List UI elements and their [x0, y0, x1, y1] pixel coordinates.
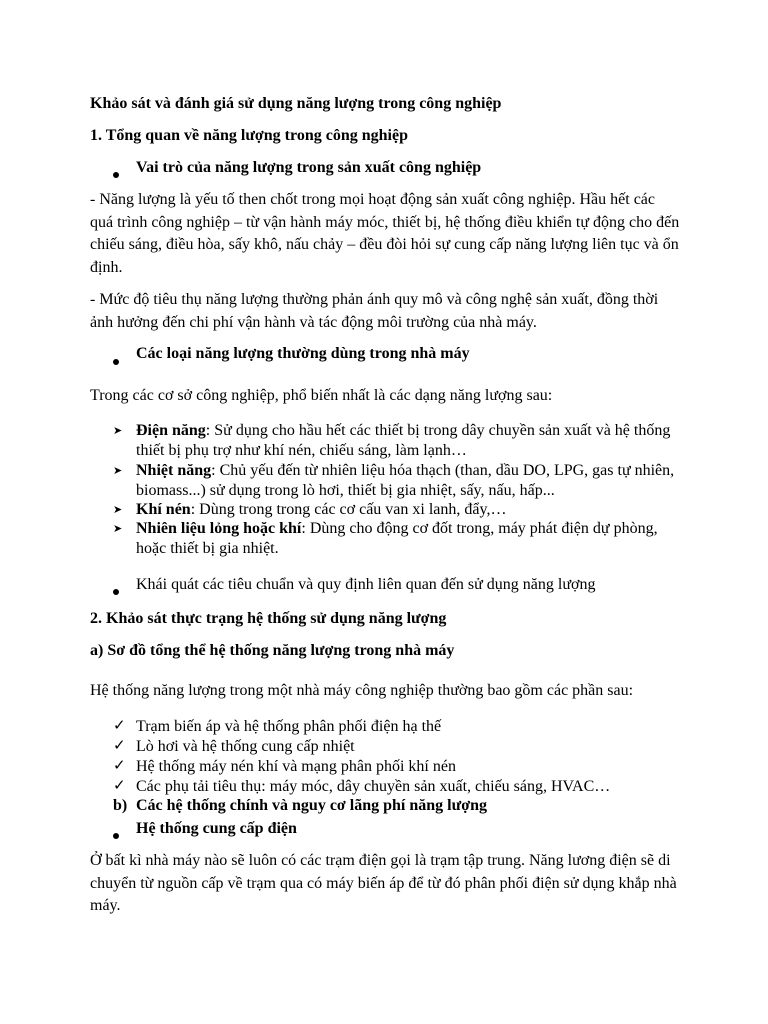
checkmark-icon: ✓: [113, 718, 126, 734]
heading-section-2: 2. Khảo sát thực trạng hệ thống sử dụng năng lượng: [90, 610, 447, 627]
term-desc: : Sử dụng cho hầu hết các thiết bị trong dây chuyền sản xuất và hệ thống thiết bị phụ trợ như khí nén, chiếu sáng, làm lạnh…: [136, 422, 671, 459]
checkmark-icon: ✓: [113, 778, 126, 794]
term-desc: : Dùng cho động cơ đốt trong, máy phát điện dự phòng, hoặc thiết bị gia nhiệt.: [136, 520, 658, 557]
paragraph-energy-role: - Năng lượng là yếu tố then chốt trong mọi hoạt động sản xuất công nghiệp. Hầu hết các quá trình công nghiệp – từ vận hành máy móc, thiết bị, hệ thống điều khiển tự động cho đến chiếu sáng, điều hòa, sấy khô, nấu chảy – đều đòi hỏi sự cung cấp năng lượng liên tục và ổn định.: [90, 191, 680, 276]
bullet-heading-power: Hệ thống cung cấp điện: [136, 820, 297, 837]
arrowhead-icon: ➤: [113, 523, 123, 535]
paragraph-system-intro: Hệ thống năng lượng trong một nhà máy công nghiệp thường bao gồm các phần sau:: [90, 682, 634, 699]
bullet-dot: [113, 826, 119, 844]
paragraph-types-intro: Trong các cơ sở công nghiệp, phổ biến nhất là các dạng năng lượng sau:: [90, 387, 553, 404]
bullet-dot: [113, 582, 119, 600]
bullet-dot: [113, 352, 119, 370]
arrowhead-icon: ➤: [113, 425, 123, 437]
heading-section-1: 1. Tổng quan về năng lượng trong công nghiệp: [90, 127, 408, 144]
list-item-energy-type: [136, 519, 686, 559]
term-desc: : Dùng trong trong các cơ cấu van xi lanh, đẩy,…: [190, 501, 507, 518]
heading-subsection-b: Các hệ thống chính và nguy cơ lãng phí năng lượng: [136, 797, 487, 814]
check-item: Các phụ tải tiêu thụ: máy móc, dây chuyền sản xuất, chiếu sáng, HVAC…: [136, 778, 611, 795]
document-title: Khảo sát và đánh giá sử dụng năng lượng trong công nghiệp: [90, 95, 502, 112]
bullet-dot: [113, 165, 119, 183]
bullet-standards: Khái quát các tiêu chuẩn và quy định liên quan đến sử dụng năng lượng: [136, 576, 596, 593]
list-item-energy-type: [136, 500, 686, 520]
list-item-energy-type: [136, 461, 686, 501]
check-item: Trạm biến áp và hệ thống phân phối điện hạ thế: [136, 718, 442, 735]
list-item-energy-type: [136, 421, 686, 461]
bullet-heading-types: Các loại năng lượng thường dùng trong nhà máy: [136, 345, 470, 362]
term-label: Khí nén: [136, 501, 191, 518]
arrowhead-icon: ➤: [113, 504, 123, 516]
arrowhead-icon: ➤: [113, 465, 123, 477]
paragraph-power-supply: Ở bất kì nhà máy nào sẽ luôn có các trạm điện gọi là trạm tập trung. Năng lương điện sẽ di chuyển từ nguồn cấp về trạm qua có máy biến áp để từ đó phân phối điện sử dụng khắp nhà máy.: [90, 852, 677, 914]
paragraph-consumption: - Mức độ tiêu thụ năng lượng thường phản ánh quy mô và công nghệ sản xuất, đồng thời ảnh hưởng đến chi phí vận hành và tác động môi trường của nhà máy.: [90, 291, 659, 331]
term-label: Nhiệt năng: [136, 462, 212, 479]
term-label: Nhiên liệu lỏng hoặc khí: [136, 520, 302, 537]
heading-subsection-a: a) Sơ đồ tổng thể hệ thống năng lượng trong nhà máy: [90, 642, 455, 659]
checkmark-icon: ✓: [113, 738, 126, 754]
checkmark-icon: ✓: [113, 758, 126, 774]
bullet-heading-role: Vai trò của năng lượng trong sản xuất công nghiệp: [136, 159, 482, 176]
term-label: Điện năng: [136, 422, 206, 439]
subsection-b-label: b): [113, 797, 128, 814]
check-item: Lò hơi và hệ thống cung cấp nhiệt: [136, 738, 355, 755]
check-item: Hệ thống máy nén khí và mạng phân phối khí nén: [136, 758, 456, 775]
term-desc: : Chủ yếu đến từ nhiên liệu hóa thạch (than, dầu DO, LPG, gas tự nhiên, biomass...) sử dụng trong lò hơi, thiết bị gia nhiệt, sấy, nấu, hấp...: [136, 462, 675, 499]
